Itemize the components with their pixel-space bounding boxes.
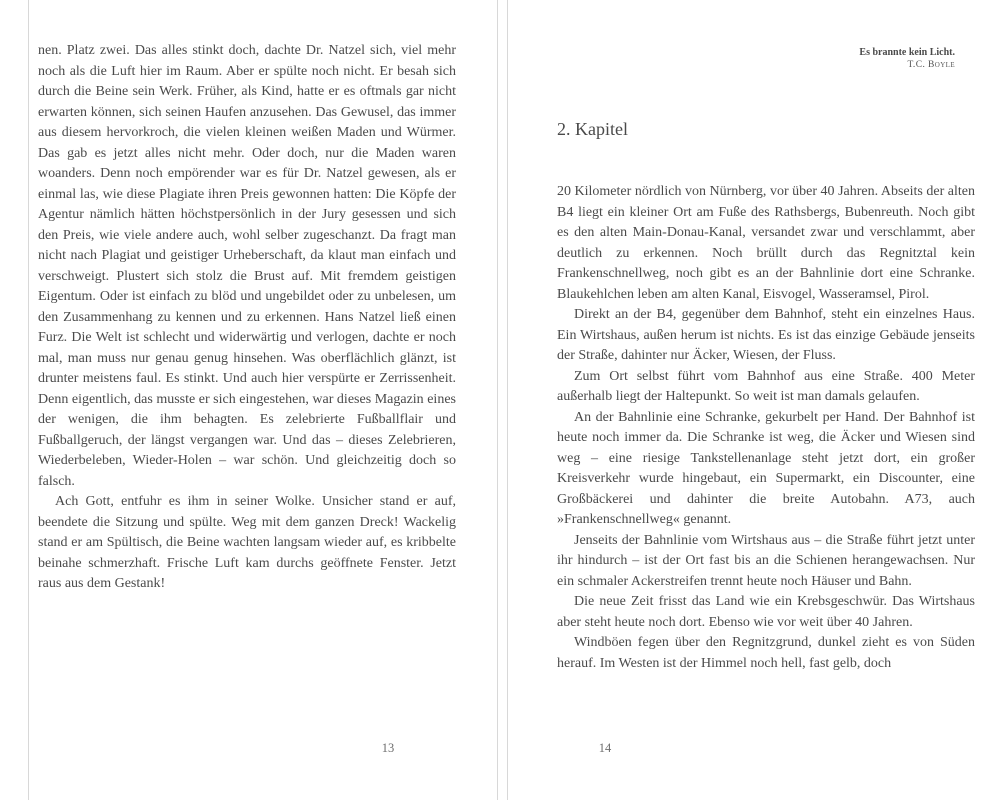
right-page-body xyxy=(557,182,975,674)
paragraph: Windböen fegen über den Regnitzgrund, dunkel zieht es von Süden herauf. Im Westen ist der Himmel noch hell, fast gelb, doch xyxy=(557,635,975,671)
page-gutter-line-right xyxy=(507,0,508,800)
running-header-book-title: Es brannte kein Licht. xyxy=(859,47,955,58)
page-edge-line-left xyxy=(28,0,29,800)
paragraph: Die neue Zeit frisst das Land wie ein Krebsgeschwür. Das Wirtshaus aber steht heute noch dort. Ebenso wie vor weit über 40 Jahren. xyxy=(557,594,975,630)
running-header xyxy=(859,46,955,72)
paragraph: Jenseits der Bahnlinie vom Wirtshaus aus – die Straße führt jetzt unter ihr hindurch – ist der Ort fast bis an die Schienen herangewachsen. Nur ein schmaler Ackerstreifen trennt heute noch Häuser und Bahn. xyxy=(557,532,975,589)
paragraph: An der Bahnlinie eine Schranke, gekurbelt per Hand. Der Bahnhof ist heute noch immer da. Die Schranke ist weg, die Äcker und Wiesen sind weg – eine riesige Tankstellenanlage steht jetzt dort, ein großer Kreisverkehr wurde hingebaut, ein Supermarkt, ein Discounter, eine Großbäckerei und dahinter die breite Autobahn. A73, auch »Frankenschnellweg« genannt. xyxy=(557,409,975,527)
chapter-heading: 2. Kapitel xyxy=(557,119,628,139)
right-page-number: 14 xyxy=(598,741,612,755)
left-page-body xyxy=(38,41,456,595)
paragraph: Ach Gott, entfuhr es ihm in seiner Wolke. Unsicher stand er auf, beendete die Sitzung und spülte. Weg mit dem ganzen Dreck! Wackelig stand er am Spültisch, die Beine wachten langsam wieder auf, es kribbelte beinahe schmerzhaft. Frische Luft kam durchs geöffnete Fenster. Jetzt raus aus dem Gestank! xyxy=(38,494,456,591)
paragraph: 20 Kilometer nördlich von Nürnberg, vor über 40 Jahren. Abseits der alten B4 liegt ein kleiner Ort am Fuße des Rathsbergs, Bubenreuth. Noch gibt es den alten Main-Donau-Kanal, versandet zwar und verschlammt, aber deutlich zu erkennen. Noch brüllt durch das Regnitztal kein Frankenschnellweg, noch gibt es an der Bahnlinie dort eine Schranke. Blaukehlchen leben am alten Kanal, Eisvogel, Wasseramsel, Pirol. xyxy=(557,184,975,302)
page-gutter-line-left xyxy=(497,0,498,800)
paragraph: Direkt an der B4, gegenüber dem Bahnhof, steht ein einzelnes Haus. Ein Wirtshaus, außen herum ist nichts. Es ist das einzige Gebäude jenseits der Straße, dahinter nur Äcker, Wiesen, der Fluss. xyxy=(557,307,975,363)
running-header-author: T.C. Boyle xyxy=(907,60,955,70)
paragraph: Zum Ort selbst führt vom Bahnhof aus eine Straße. 400 Meter außerhalb liegt der Haltepunkt. So weit ist man damals gelaufen. xyxy=(557,368,975,404)
paragraph: nen. Platz zwei. Das alles stinkt doch, dachte Dr. Natzel sich, viel mehr noch als die Luft hier im Raum. Aber er spülte noch nicht. Er besah sich durch die Beine sein Werk. Früher, als Kind, hatte er es oftmals gar nicht erwarten können, sich seinen Haufen anzusehen. Das Gewusel, das immer aus diesem hervorkroch, die vielen kleinen weißen Maden und Würmer. Das gab es jetzt alles nicht mehr. Oder doch, nur die Maden waren woanders. Denn noch empörender war es für Dr. Natzel gewesen, als er einmal las, wie diese Plagiate ihren Preis gewonnen hatten: Die Köpfe der Agentur nämlich hätten höchstpersönlich in der Jury gesessen und sich den Preis, wie viele andere auch, wohl selber zugeschanzt. Da fragt man nicht nach Plagiat und geistiger Urheberschaft, da klaut man einfach und verschweigt. Plustert sich stolz die Brust auf. Mit fremdem geistigen Eigentum. Oder ist einfach zu blöd und ungebildet oder zu unbelesen, um den Zusammenhang zu kennen und zu erkennen. Hans Natzel ließ einen Furz. Die Welt ist schlecht und widerwärtig und verlogen, dachte er noch mal, man muss nur genau genug hinsehen. Was oberflächlich glänzt, ist drunter meistens faul. Es stinkt. Und auch hier verspürte er Zerrissenheit. Denn eigentlich, das musste er sich eingestehen, war dieses Magazin eines der wenigen, die ihm behagten. Es zelebrierte Fußballflair und Fußballgeruch, der längst vergangen war. Und das – dieses Zelebrieren, Wiederbeleben, Wieder-Holen – war schön. Und gleichzeitig doch so falsch. xyxy=(38,43,456,489)
left-page-number: 13 xyxy=(381,741,395,755)
